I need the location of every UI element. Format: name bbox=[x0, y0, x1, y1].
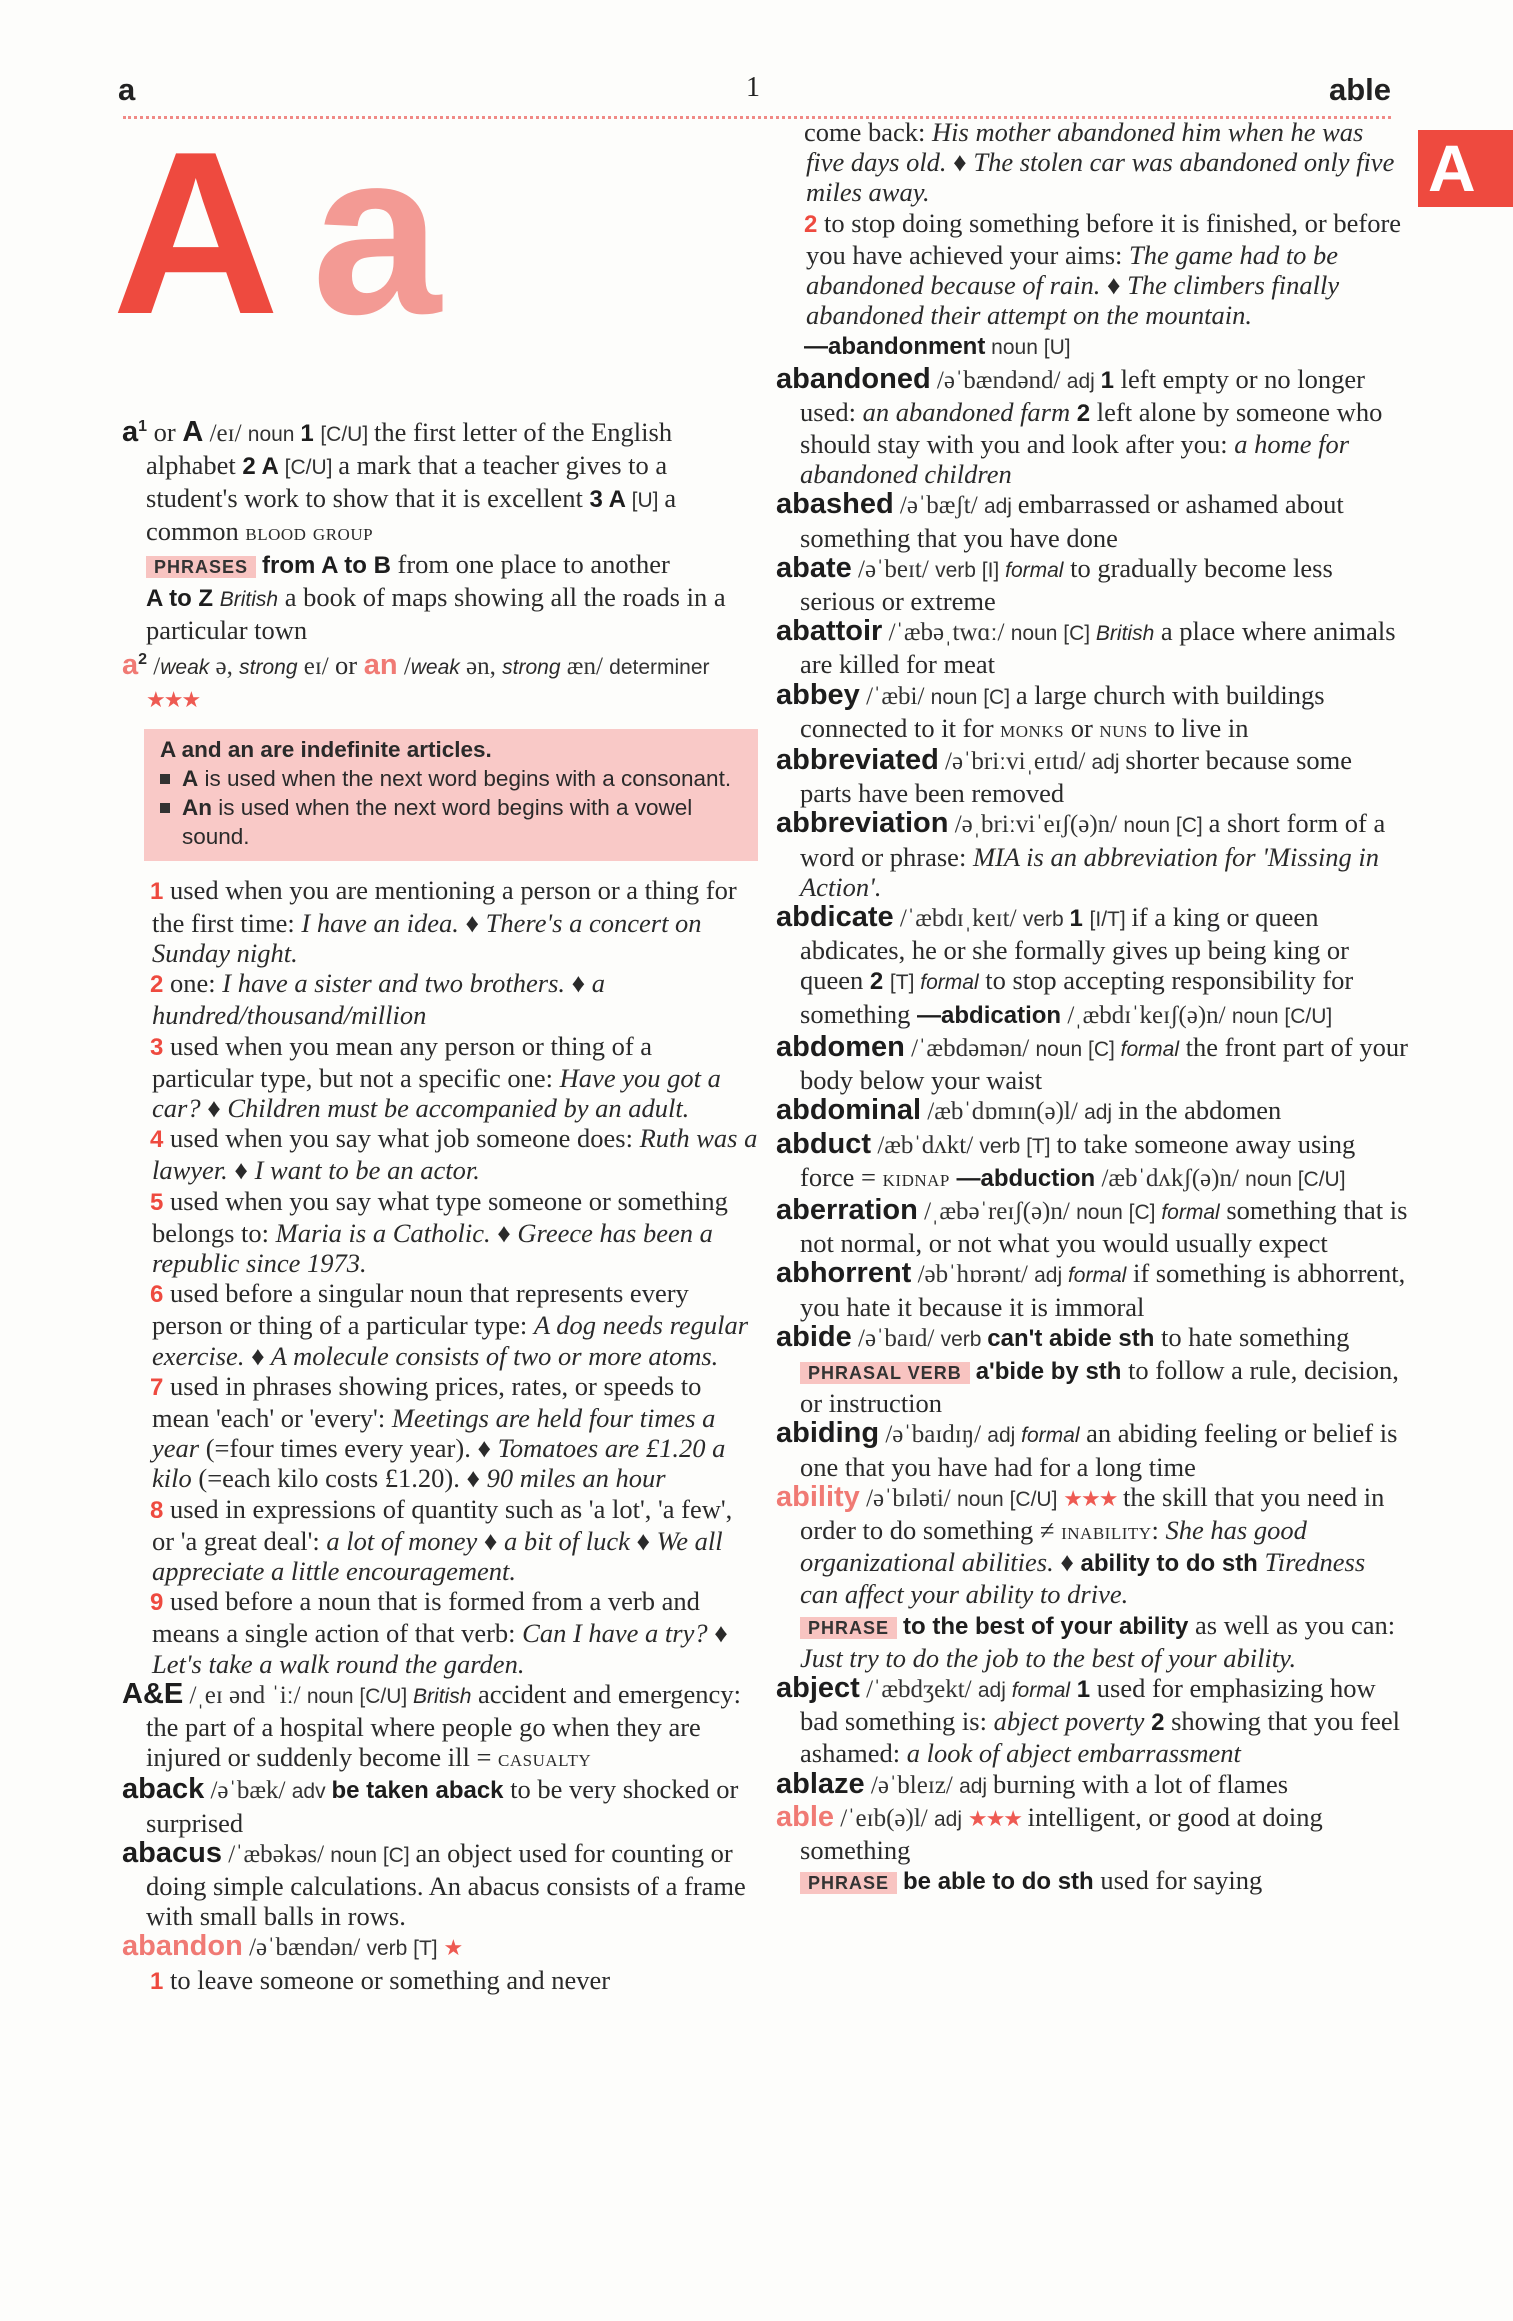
pronunciation: /ˈæbəˌtwɑː/ bbox=[882, 619, 1011, 647]
sense-number: 1 bbox=[150, 878, 171, 906]
guide-word-first: a bbox=[118, 72, 136, 107]
definition-text: as well as you can: bbox=[1188, 1609, 1396, 1640]
entry-sense bbox=[122, 1371, 758, 1494]
definition-text: : bbox=[1151, 1514, 1166, 1545]
bold-phrase: be taken aback bbox=[331, 1777, 504, 1805]
section-label-badge: PHRASES bbox=[146, 556, 256, 578]
definition-text: accident and emergency: the part of a hospital where people go when they are injured or suddenly become ill bbox=[146, 1678, 741, 1773]
grammar-label: noun [C/U] bbox=[1245, 1167, 1346, 1191]
sense-number: 8 bbox=[150, 1496, 171, 1524]
entry-sense bbox=[122, 1494, 758, 1587]
grammar-label: noun [C/U] bbox=[306, 1684, 414, 1708]
headword: abhorrent bbox=[776, 1257, 912, 1290]
definition-text: showing that you feel ashamed: bbox=[800, 1706, 1400, 1769]
grammar-label: verb [I] bbox=[935, 558, 1006, 582]
pronunciation: /ˈæbdəmən/ bbox=[904, 1034, 1036, 1062]
definition-text: something that is not normal, or not what you would usually expect bbox=[800, 1194, 1408, 1259]
grammar-label: noun bbox=[247, 422, 301, 446]
headword: A&E bbox=[122, 1677, 184, 1710]
bold-phrase: 2 bbox=[1076, 399, 1097, 427]
bold-phrase: —abduction bbox=[949, 1164, 1096, 1192]
dictionary-entry bbox=[776, 1195, 1408, 1258]
register-label: formal bbox=[1120, 1037, 1180, 1061]
grammar-label: noun [U] bbox=[985, 336, 1071, 360]
definition-text: to be very shocked or surprised bbox=[146, 1774, 739, 1838]
frequency-stars-icon: ★★★ bbox=[1063, 1485, 1117, 1511]
definition-text: shorter because some parts have been removed bbox=[800, 745, 1353, 809]
grammar-label: adj bbox=[1066, 369, 1101, 393]
example-text: Meetings are held four times a year bbox=[152, 1402, 716, 1464]
pronunciation: /æbˈdʌkʃ(ə)n/ bbox=[1095, 1164, 1246, 1192]
dictionary-entry bbox=[776, 745, 1408, 808]
left-column bbox=[122, 412, 758, 1997]
dictionary-entry bbox=[776, 808, 1408, 902]
definition-text: come back: bbox=[804, 117, 933, 147]
definition-text: burning with a lot of flames bbox=[992, 1768, 1289, 1799]
grammar-label: noun [C] bbox=[1035, 1037, 1121, 1061]
dictionary-entry bbox=[776, 1032, 1408, 1095]
definition-text: used before a singular noun that represents every person or thing of a particular type: bbox=[152, 1278, 689, 1341]
pronunciation: /æbˈdɒmɪn(ə)l/ bbox=[921, 1098, 1085, 1126]
bold-phrase: —abandonment bbox=[804, 333, 986, 361]
dictionary-entry bbox=[776, 1095, 1408, 1128]
grammar-label: adj bbox=[1084, 1101, 1118, 1125]
definition-text: to follow a rule, decision, or instruction bbox=[800, 1354, 1399, 1419]
frequency-stars-icon: ★★★ bbox=[967, 1805, 1022, 1831]
frequency-stars-icon: ★★★ bbox=[146, 687, 200, 713]
definition-text: a place where animals are killed for meat bbox=[800, 616, 1396, 680]
headword: abdominal bbox=[776, 1094, 922, 1127]
register-label: weak bbox=[160, 656, 210, 680]
definition-text: to live in bbox=[1147, 712, 1249, 743]
pronunciation: /eɪ/ bbox=[203, 419, 248, 447]
dictionary-entry bbox=[776, 1673, 1408, 1769]
grammar-label: verb bbox=[1022, 908, 1070, 932]
headword: abbreviated bbox=[776, 744, 939, 777]
grammar-label: noun [C/U] bbox=[1231, 1004, 1333, 1028]
definition-text: a common bbox=[146, 483, 677, 547]
entry-sense bbox=[776, 208, 1408, 331]
register-label: formal bbox=[1067, 1264, 1127, 1288]
entry-sense bbox=[776, 117, 1408, 208]
register-label: formal bbox=[1161, 1200, 1220, 1224]
dictionary-entry bbox=[776, 902, 1408, 1032]
definition-text: or bbox=[147, 416, 183, 447]
dictionary-entry bbox=[776, 1129, 1408, 1195]
definition-text: intelligent, or good at doing something bbox=[800, 1801, 1323, 1865]
register-label: strong bbox=[502, 656, 561, 680]
register-label: British bbox=[1095, 622, 1155, 646]
sense-number: 3 bbox=[150, 1033, 171, 1061]
grammar-label: adj bbox=[977, 1678, 1012, 1702]
dictionary-entry bbox=[776, 1418, 1408, 1481]
section-letter-lower: a bbox=[312, 104, 442, 363]
bold-phrase: be able to do sth bbox=[903, 1868, 1094, 1896]
definition-text: used when you say what job someone does: bbox=[170, 1123, 640, 1154]
pronunciation: /əˈbɪləti/ bbox=[859, 1484, 958, 1512]
example-text: MIA is an abbreviation for 'Missing in Action'. bbox=[800, 841, 1380, 902]
grammar-label: determiner bbox=[609, 656, 710, 680]
definition-text: a short form of a word or phrase: bbox=[800, 808, 1386, 872]
definition-text: an abiding feeling or belief is one that you have had for a long time bbox=[800, 1418, 1398, 1482]
section-letter-upper: A bbox=[112, 104, 280, 363]
definition-text: a large church with buildings connected to it for bbox=[800, 679, 1325, 743]
dictionary-entry bbox=[122, 412, 758, 549]
register-label: formal bbox=[920, 971, 979, 995]
pronunciation: /əˈbeɪt/ bbox=[851, 555, 936, 583]
usage-note-text: is used when the next word begins with a consonant. bbox=[198, 766, 732, 792]
register-label: formal bbox=[1011, 1678, 1071, 1702]
headword: abacus bbox=[122, 1836, 222, 1869]
example-text: She has good organizational abilities. ♦ bbox=[800, 1514, 1307, 1578]
grammar-label: noun [C/U] bbox=[957, 1487, 1064, 1511]
example-text: Tiredness can affect your ability to drive. bbox=[800, 1547, 1366, 1610]
pronunciation: /ˌæbdɪˈkeɪʃ(ə)n/ bbox=[1061, 1001, 1232, 1029]
headword: abate bbox=[776, 551, 852, 584]
pronunciation: / bbox=[397, 653, 411, 681]
bold-phrase: from A to B bbox=[262, 551, 391, 579]
definition-text: to stop accepting responsibility for something bbox=[800, 965, 1354, 1029]
definition-text: used when you are mentioning a person or a thing for the first time: bbox=[152, 875, 737, 938]
headword: abide bbox=[776, 1320, 852, 1353]
bold-phrase: can't abide sth bbox=[987, 1324, 1155, 1352]
dictionary-entry bbox=[776, 553, 1408, 616]
headword: abbreviation bbox=[776, 807, 949, 840]
pronunciation: /ˌeɪ ənd ˈiː/ bbox=[183, 1681, 307, 1709]
grammar-label: [T] bbox=[889, 971, 921, 995]
homograph-number: 1 bbox=[138, 418, 148, 435]
example-text: Just try to do the job to the best of your ability. bbox=[800, 1642, 1297, 1673]
cross-reference: monks bbox=[1000, 716, 1065, 743]
register-label: British bbox=[413, 1684, 472, 1708]
grammar-label: [U] bbox=[631, 489, 665, 513]
bold-phrase: 2 A bbox=[242, 453, 285, 481]
headword: abbey bbox=[776, 678, 860, 711]
definition-text: embarrassed or ashamed about something that you have done bbox=[800, 489, 1344, 553]
grammar-label: noun [C] bbox=[1076, 1200, 1162, 1224]
definition-text: to hate something bbox=[1154, 1321, 1350, 1352]
pronunciation: /ˈæbdɪˌkeɪt/ bbox=[893, 905, 1023, 933]
headword: aberration bbox=[776, 1193, 918, 1226]
headword-highlighted: ability bbox=[776, 1480, 860, 1513]
headword: abashed bbox=[776, 488, 894, 521]
definition-text: the front part of your body below your waist bbox=[800, 1031, 1408, 1096]
sense-number: 9 bbox=[150, 1589, 171, 1617]
definition-text: or bbox=[335, 650, 364, 681]
grammar-label: verb bbox=[940, 1327, 988, 1351]
bold-phrase: ability to do sth bbox=[1080, 1550, 1265, 1578]
dictionary-entry bbox=[122, 1679, 758, 1775]
definition-text: to leave someone or something and never bbox=[170, 1964, 611, 1995]
headword: abdicate bbox=[776, 901, 894, 934]
definition-text: used before a noun that is formed from a verb and means a single action of that verb: bbox=[152, 1586, 700, 1649]
definition-text: from one place to another bbox=[390, 548, 670, 579]
pronunciation: /ˈæbi/ bbox=[859, 682, 931, 710]
definition-text: (=each kilo costs £1.20). bbox=[191, 1463, 467, 1494]
example-text: an abandoned farm bbox=[862, 396, 1077, 427]
sense-number: 4 bbox=[150, 1126, 171, 1154]
register-label: formal bbox=[1005, 558, 1064, 582]
cross-reference: casualty bbox=[498, 1746, 592, 1773]
bold-phrase: 2 bbox=[1151, 1709, 1172, 1737]
example-text: a home for abandoned children bbox=[800, 429, 1350, 490]
definition-text: (=four times every year). bbox=[199, 1433, 478, 1464]
homograph-number: 2 bbox=[138, 651, 148, 669]
dictionary-entry bbox=[776, 1769, 1408, 1802]
definition-text: left empty or no longer used: bbox=[800, 363, 1365, 427]
grammar-label: noun [C] bbox=[1010, 622, 1096, 646]
section-label-badge: PHRASAL VERB bbox=[800, 1362, 970, 1384]
pronunciation: ən, bbox=[459, 653, 503, 681]
pronunciation: / bbox=[147, 653, 161, 681]
phrase-block bbox=[122, 549, 758, 582]
dictionary-entry bbox=[122, 1774, 758, 1837]
usage-note-title: A and an are indefinite articles. bbox=[160, 737, 492, 763]
headword-highlighted: abandon bbox=[122, 1930, 243, 1963]
definition-text: the skill that you need in order to do something ≠ bbox=[800, 1481, 1385, 1545]
headword-highlighted: an bbox=[363, 649, 398, 682]
sense-number: 5 bbox=[150, 1188, 171, 1216]
definition-text: one: bbox=[170, 968, 223, 999]
entry-sense bbox=[776, 330, 1408, 363]
dictionary-entry bbox=[776, 680, 1408, 745]
headword: a bbox=[122, 415, 139, 448]
dictionary-entry bbox=[122, 645, 758, 715]
pronunciation: eɪ/ bbox=[297, 653, 336, 681]
pronunciation: /əˈbæk/ bbox=[204, 1777, 292, 1805]
pronunciation: /əˈbaɪdɪŋ/ bbox=[879, 1421, 988, 1449]
definition-text: = bbox=[476, 1742, 499, 1773]
definition-text: if something is abhorrent, you hate it because it is immoral bbox=[800, 1258, 1406, 1322]
section-label-badge: PHRASE bbox=[800, 1617, 897, 1639]
grammar-label: adj bbox=[933, 1807, 968, 1831]
phrase-block bbox=[776, 1865, 1408, 1898]
sense-number: 2 bbox=[150, 971, 171, 999]
pronunciation: /æbˈdʌkt/ bbox=[871, 1131, 980, 1159]
section-label-badge: PHRASE bbox=[800, 1872, 897, 1894]
definition-text: used when you say what type someone or something belongs to: bbox=[152, 1185, 728, 1248]
right-column bbox=[776, 117, 1408, 1898]
pronunciation: /əˌbriːviˈeɪʃ(ə)n/ bbox=[948, 811, 1124, 839]
entry-sense bbox=[122, 1278, 758, 1371]
pronunciation: /əˈbriːviˌeɪtɪd/ bbox=[938, 748, 1092, 776]
dictionary-entry bbox=[776, 364, 1408, 490]
example-text: ♦ Tomatoes are £1.20 a kilo bbox=[152, 1433, 726, 1494]
register-label: British bbox=[219, 587, 279, 611]
usage-note bbox=[144, 729, 758, 861]
grammar-label: adj bbox=[983, 495, 1018, 519]
bold-phrase: A to Z bbox=[146, 584, 220, 612]
example-text: abject poverty bbox=[993, 1706, 1152, 1737]
headword: abduct bbox=[776, 1127, 872, 1160]
register-label: formal bbox=[1021, 1424, 1080, 1448]
grammar-label: noun [C] bbox=[930, 685, 1016, 709]
definition-text: to gradually become less serious or extreme bbox=[800, 552, 1333, 617]
example-text: ♦ 90 miles an hour bbox=[466, 1463, 666, 1494]
usage-note-text: is used when the next word begins with a vowel sound. bbox=[182, 795, 693, 850]
definition-text: in the abdomen bbox=[1117, 1095, 1282, 1126]
example-text: a lot of money ♦ a bit of luck ♦ We all appreciate a little encouragement. bbox=[152, 1525, 723, 1586]
thumb-index-tab: A bbox=[1418, 130, 1513, 207]
phrase-block bbox=[776, 1355, 1408, 1418]
dictionary-entry bbox=[776, 1482, 1408, 1610]
entry-sense bbox=[122, 875, 758, 968]
example-text: A dog needs regular exercise. ♦ A molecule consists of two or more atoms. bbox=[152, 1310, 749, 1371]
definition-text: used when you mean any person or thing of a particular type, but not a specific one: bbox=[152, 1030, 653, 1093]
dictionary-entry bbox=[776, 616, 1408, 679]
cross-reference: kidnap bbox=[882, 1165, 950, 1192]
pronunciation: ə, bbox=[209, 653, 240, 681]
pronunciation: /əˈbændənd/ bbox=[930, 366, 1067, 394]
sense-number: 6 bbox=[150, 1281, 171, 1309]
bold-phrase: 1 bbox=[300, 419, 321, 447]
grammar-label: verb [T] bbox=[366, 1937, 444, 1961]
example-text: His mother abandoned him when he was five days old. ♦ The stolen car was abandoned only five miles away. bbox=[806, 117, 1395, 208]
frequency-stars-icon: ★ bbox=[443, 1935, 462, 1961]
register-label: weak bbox=[410, 656, 460, 680]
dictionary-entry bbox=[776, 489, 1408, 552]
sense-number: 1 bbox=[150, 1967, 171, 1995]
headword-highlighted: able bbox=[776, 1800, 835, 1833]
bold-phrase: 1 bbox=[1100, 366, 1121, 394]
sense-number: 7 bbox=[150, 1373, 171, 1401]
example-text: a look of abject embarrassment bbox=[906, 1738, 1241, 1769]
pronunciation: /əˈbaɪd/ bbox=[851, 1324, 941, 1352]
usage-note-item bbox=[160, 764, 740, 793]
grammar-label: noun [C] bbox=[330, 1843, 416, 1867]
pronunciation: /əˈbleɪz/ bbox=[864, 1771, 960, 1799]
pronunciation: æn/ bbox=[560, 653, 610, 681]
definition-text: the first letter of the English alphabet bbox=[146, 416, 673, 481]
phrase-block bbox=[122, 582, 758, 645]
entry-sense bbox=[122, 1123, 758, 1185]
grammar-label: noun [C] bbox=[1123, 814, 1209, 838]
definition-text: if a king or queen abdicates, he or she formally gives up being king or queen bbox=[800, 902, 1349, 996]
headword: abject bbox=[776, 1671, 860, 1704]
example-text: Can I have a try? ♦ Let's take a walk round the garden. bbox=[152, 1618, 728, 1679]
grammar-label: verb [T] bbox=[979, 1134, 1057, 1158]
grammar-label: [C/U] bbox=[284, 456, 339, 480]
example-text: Ruth was a lawyer. ♦ I want to be an actor. bbox=[152, 1123, 758, 1186]
headword: abattoir bbox=[776, 615, 883, 648]
headword: abiding bbox=[776, 1417, 880, 1450]
cross-reference: nuns bbox=[1099, 716, 1148, 743]
dictionary-entry bbox=[776, 1802, 1408, 1865]
example-text: Maria is a Catholic. ♦ Greece has been a republic since 1973. bbox=[152, 1217, 713, 1278]
grammar-label: adj bbox=[959, 1774, 993, 1798]
headword: aback bbox=[122, 1773, 205, 1806]
entry-sense bbox=[122, 1186, 758, 1279]
definition-text: a mark that a teacher gives to a student's work to show that it is excellent bbox=[146, 450, 668, 514]
bold-phrase: to the best of your ability bbox=[903, 1612, 1189, 1640]
entry-sense bbox=[122, 968, 758, 1030]
bold-phrase: 1 bbox=[1069, 905, 1090, 933]
definition-text: to stop doing something before it is finished, or before you have achieved your aims: bbox=[806, 207, 1402, 270]
definition-text: or bbox=[1064, 712, 1100, 743]
bold-phrase: 3 A bbox=[589, 486, 632, 514]
pronunciation: /ˈeɪb(ə)l/ bbox=[834, 1804, 934, 1832]
dictionary-entry bbox=[776, 1258, 1408, 1321]
grammar-label: [I/T] bbox=[1089, 908, 1132, 932]
grammar-label: adj bbox=[1091, 751, 1126, 775]
example-text: I have a sister and two brothers. ♦ a hundred/thousand/million bbox=[152, 968, 606, 1031]
usage-note-keyword: An bbox=[182, 795, 212, 821]
definition-text: used for saying bbox=[1093, 1865, 1263, 1896]
bold-phrase: 2 bbox=[869, 968, 890, 996]
bold-phrase: 1 bbox=[1070, 1675, 1097, 1703]
grammar-label: adv bbox=[291, 1780, 332, 1804]
pronunciation: /əbˈhɒrənt/ bbox=[911, 1261, 1035, 1289]
headword: A bbox=[182, 415, 204, 448]
guide-word-last: able bbox=[1328, 72, 1391, 107]
entry-sense bbox=[122, 1586, 758, 1679]
bold-phrase: —abdication bbox=[917, 1001, 1062, 1029]
usage-note-item bbox=[160, 793, 740, 851]
dictionary-entry bbox=[122, 1838, 758, 1932]
headword: abandoned bbox=[776, 362, 931, 395]
grammar-label: adj bbox=[987, 1424, 1022, 1448]
bold-phrase: a'bide by sth bbox=[975, 1357, 1122, 1385]
definition-text: used for emphasizing how bad something is: bbox=[800, 1672, 1376, 1737]
definition-text: used in phrases showing prices, rates, or speeds to mean 'each' or 'every': bbox=[152, 1370, 702, 1433]
dictionary-entry bbox=[122, 1931, 758, 1964]
register-label: strong bbox=[239, 656, 298, 680]
grammar-label: adj bbox=[1034, 1264, 1068, 1288]
example-text: I have an idea. ♦ There's a concert on Sunday night. bbox=[152, 907, 702, 968]
definition-text: to take someone away using force = bbox=[800, 1128, 1356, 1192]
headword: ablaze bbox=[776, 1767, 865, 1800]
pronunciation: /əˈbæʃt/ bbox=[893, 492, 984, 520]
entry-sense bbox=[122, 1031, 758, 1124]
definition-text: left alone by someone who should stay with you and look after you: bbox=[800, 396, 1383, 460]
cross-reference: blood group bbox=[245, 520, 374, 547]
sense-number: 2 bbox=[804, 210, 825, 238]
headword: abdomen bbox=[776, 1030, 905, 1063]
example-text: Have you got a car? ♦ Children must be accompanied by an adult. bbox=[152, 1062, 721, 1123]
pronunciation: /ˈæbəkəs/ bbox=[221, 1840, 331, 1868]
dictionary-entry bbox=[776, 1322, 1408, 1355]
pronunciation: /ˈæbdʒekt/ bbox=[859, 1675, 978, 1703]
entry-sense bbox=[122, 1965, 758, 1997]
grammar-label: [C/U] bbox=[320, 422, 375, 446]
pronunciation: /əˈbændən/ bbox=[242, 1934, 367, 1962]
page-number: 1 bbox=[746, 72, 760, 103]
pronunciation: /ˌæbəˈreɪʃ(ə)n/ bbox=[917, 1197, 1077, 1225]
definition-text: a book of maps showing all the roads in a particular town bbox=[146, 581, 726, 646]
example-text: The game had to be abandoned because of rain. ♦ The climbers finally abandoned their attempt on the mountain. bbox=[806, 239, 1340, 331]
usage-note-keyword: A bbox=[182, 766, 199, 792]
cross-reference: inability bbox=[1061, 1518, 1152, 1545]
definition-text: an object used for counting or doing simple calculations. An abacus consists of a frame with small balls in rows. bbox=[146, 1837, 746, 1932]
phrase-block bbox=[776, 1610, 1408, 1673]
headword-highlighted: a bbox=[122, 649, 139, 682]
definition-text: used in expressions of quantity such as 'a lot', 'a few', or 'a great deal': bbox=[152, 1493, 733, 1556]
